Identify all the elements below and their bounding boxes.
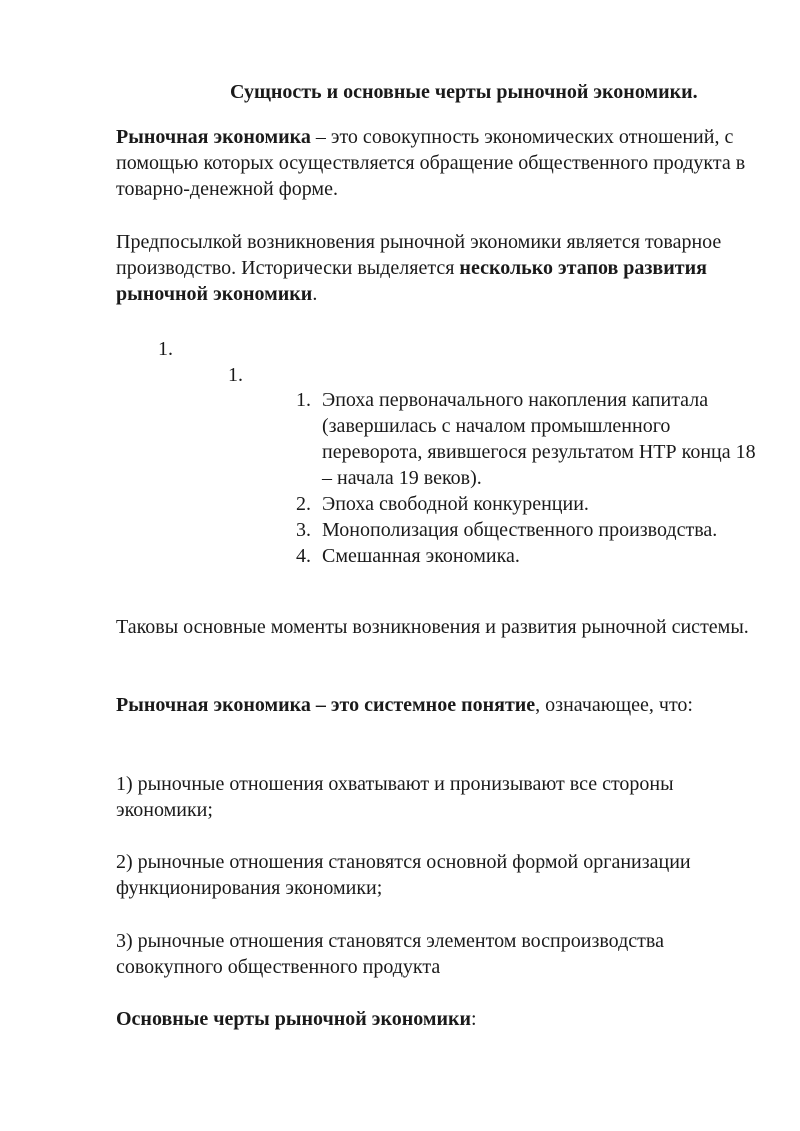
outline-marker-level1: 1. [158,338,173,360]
precondition-bold: несколько этапов развития рыночной экономики [116,257,707,305]
list-item-text: Эпоха свободной конкуренции. [322,493,589,515]
definition-term: Рыночная экономика [116,126,311,148]
system-concept-tail: , означающее, что: [535,694,693,716]
system-concept-bold: Рыночная экономика – это системное понятие [116,694,536,716]
features-heading [116,1006,756,1032]
outline-marker-level2: 1. [228,364,243,386]
list-item-text: Эпоха первоначального накопления капитала (завершилась с началом промышленного переворота, явившегося результатом НТР конца 18 – начала 19 веков). [322,389,756,489]
system-concept-paragraph [116,692,756,718]
list-item-text: Монополизация общественного производства. [322,519,718,541]
list-item-number: 3. [296,519,311,541]
list-item [296,491,756,517]
list-item [296,387,756,491]
point-paragraph-2: 2) рыночные отношения становятся основной формой организации функционирования экономики; [116,851,691,899]
definition-paragraph [116,124,756,202]
precondition-paragraph [116,229,756,307]
features-heading-bold: Основные черты рыночной экономики [116,1008,472,1030]
precondition-text: Предпосылкой возникновения рыночной экономики является товарное производство. Исторически выделяется [116,231,722,279]
summary-paragraph: Таковы основные моменты возникновения и развития рыночной системы. [116,616,749,638]
list-item-number: 1. [296,389,311,411]
definition-text: – это совокупность экономических отношений, с помощью которых осуществляется обращение общественного продукта в товарно-денежной форме. [116,126,746,200]
list-item [296,543,756,569]
point-paragraph-3: 3) рыночные отношения становятся элементом воспроизводства совокупного общественного продукта [116,930,664,978]
eras-list [296,387,756,569]
precondition-tail: . [312,283,318,305]
list-item [296,517,756,543]
features-heading-tail: : [471,1008,477,1030]
list-item-text: Смешанная экономика. [322,545,520,567]
list-item-number: 4. [296,545,311,567]
point-paragraph-1: 1) рыночные отношения охватывают и пронизывают все стороны экономики; [116,773,674,821]
page-title: Сущность и основные черты рыночной экономики. [230,81,698,103]
list-item-number: 2. [296,493,311,515]
